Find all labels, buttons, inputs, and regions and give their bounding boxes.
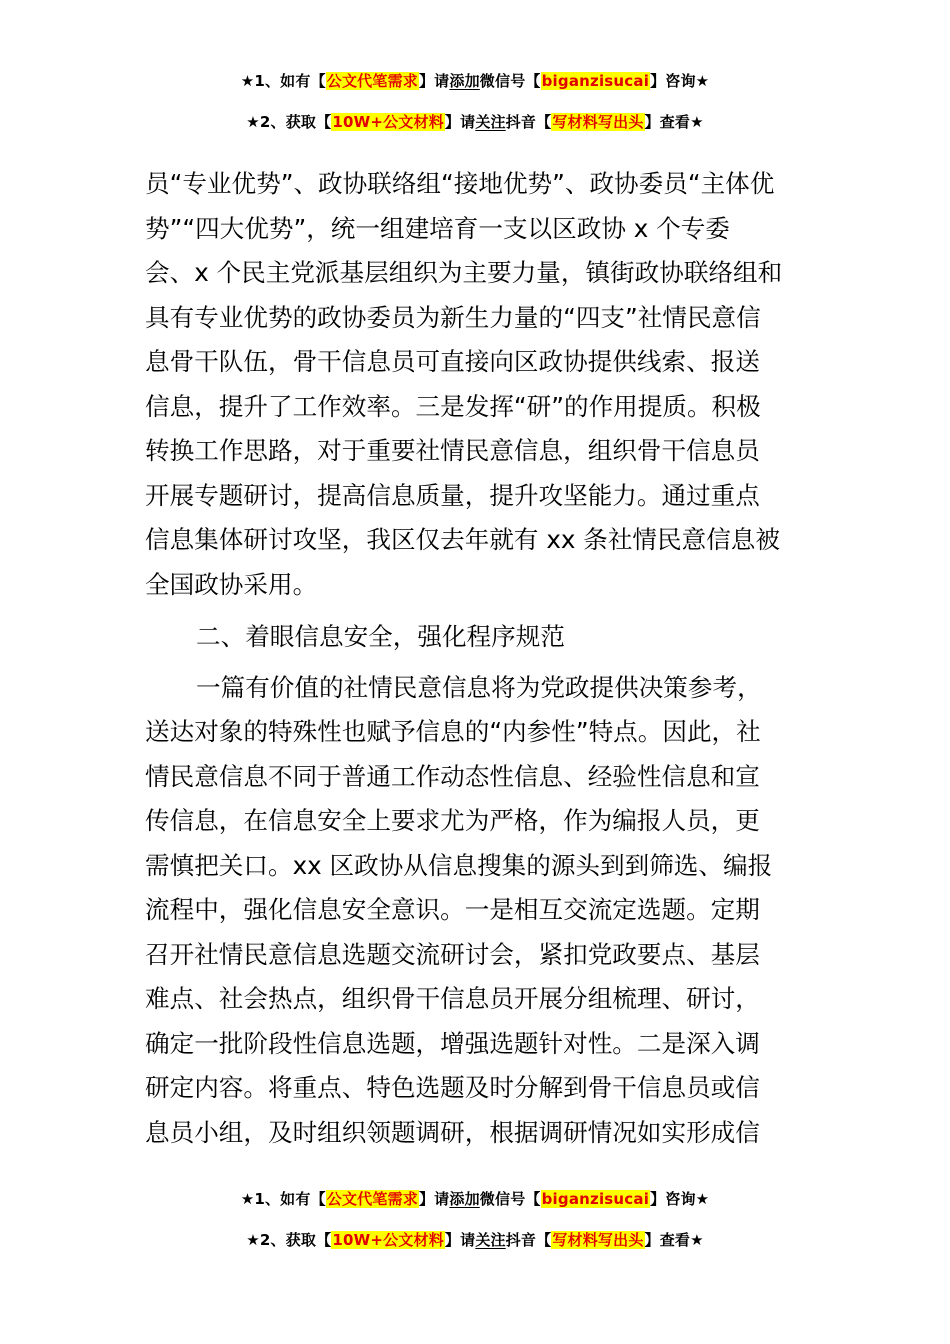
- text-line: 情民意信息不同于普通工作动态性信息、经验性信息和宣: [145, 761, 760, 791]
- paragraph-2: [145, 666, 809, 1156]
- text-line: 会、x 个民主党派基层组织为主要力量，镇街政协联络组和: [145, 258, 783, 287]
- header-banner-line-2: [0, 111, 950, 132]
- banner-text: ★1、如有【: [240, 1190, 326, 1208]
- banner-text: 微信号【: [479, 1190, 541, 1208]
- document-body: [145, 162, 809, 1155]
- banner-text: 】咨询★: [650, 72, 710, 90]
- banner-text: 】查看★: [644, 113, 704, 131]
- banner-underlined-text: 关注: [475, 1231, 506, 1249]
- paragraph-1: [145, 162, 809, 607]
- text-line: 确定一批阶段性信息选题，增强选题针对性。二是深入调: [145, 1028, 760, 1058]
- banner-text: 】咨询★: [650, 1190, 710, 1208]
- highlight-douyin-account: 写材料写出头: [552, 1231, 644, 1249]
- highlight-materials: 10W+公文材料: [332, 1231, 444, 1249]
- highlight-wechat-id: biganzisucai: [541, 1190, 650, 1208]
- text-line: 传信息，在信息安全上要求尤为严格，作为编报人员，更: [145, 806, 760, 835]
- highlight-service: 公文代笔需求: [326, 72, 418, 90]
- banner-text: 】请: [418, 72, 450, 90]
- text-line: 难点、社会热点，组织骨干信息员开展分组梳理、研讨，: [145, 984, 760, 1013]
- text-line: 信息，提升了工作效率。三是发挥“研”的作用提质。积极: [145, 391, 761, 421]
- text-line: 一篇有价值的社情民意信息将为党政提供决策参考，: [196, 672, 762, 702]
- text-line: 信息集体研讨攻坚，我区仅去年就有 xx 条社情民意信息被: [145, 525, 780, 554]
- banner-text: 微信号【: [479, 72, 541, 90]
- highlight-douyin-account: 写材料写出头: [552, 113, 644, 131]
- highlight-materials: 10W+公文材料: [332, 113, 444, 131]
- banner-text: ★1、如有【: [240, 72, 326, 90]
- banner-text: 抖音【: [505, 1231, 552, 1249]
- banner-text: 】请: [444, 113, 476, 131]
- text-line: 具有专业优势的政协委员为新生力量的“四支”社情民意信: [145, 302, 761, 332]
- text-line: 转换工作思路，对于重要社情民意信息，组织骨干信息员: [145, 436, 760, 465]
- footer-banner-line-2: [0, 1229, 950, 1250]
- highlight-wechat-id: biganzisucai: [541, 72, 650, 90]
- text-line: 员“专业优势”、政协联络组“接地优势”、政协委员“主体优: [145, 169, 775, 198]
- highlight-service: 公文代笔需求: [326, 1190, 418, 1208]
- text-line: 势”“四大优势”，统一组建培育一支以区政协 x 个专委: [145, 213, 730, 243]
- banner-underlined-text: 关注: [475, 113, 506, 131]
- banner-text: 抖音【: [505, 113, 552, 131]
- banner-text: 】请: [418, 1190, 450, 1208]
- text-line: 送达对象的特殊性也赋予信息的“内参性”特点。因此，社: [145, 717, 761, 746]
- text-line: 研定内容。将重点、特色选题及时分解到骨干信息员或信: [145, 1073, 760, 1102]
- banner-text: 】请: [444, 1231, 476, 1249]
- text-line: 需慎把关口。xx 区政协从信息搜集的源头到到筛选、编报: [145, 850, 773, 880]
- banner-underlined-text: 添加: [449, 1190, 480, 1208]
- banner-text: ★2、获取【: [246, 1231, 332, 1249]
- text-line: 开展专题研讨，提高信息质量，提升攻坚能力。通过重点: [145, 480, 760, 510]
- banner-underlined-text: 添加: [449, 72, 480, 90]
- header-banner-line-1: [0, 70, 950, 91]
- footer-banner-line-1: [0, 1188, 950, 1209]
- banner-text: 】查看★: [644, 1231, 704, 1249]
- section-heading: 二、着眼信息安全，强化程序规范: [196, 622, 565, 651]
- text-line: 流程中，强化信息安全意识。一是相互交流定选题。定期: [145, 895, 760, 924]
- text-line: 息员小组，及时组织领题调研，根据调研情况如实形成信: [145, 1117, 760, 1147]
- text-line: 全国政协采用。: [145, 569, 318, 599]
- text-line: 召开社情民意信息选题交流研讨会，紧扣党政要点、基层: [145, 939, 760, 969]
- banner-text: ★2、获取【: [246, 113, 332, 131]
- text-line: 息骨干队伍，骨干信息员可直接向区政协提供线索、报送: [145, 347, 760, 376]
